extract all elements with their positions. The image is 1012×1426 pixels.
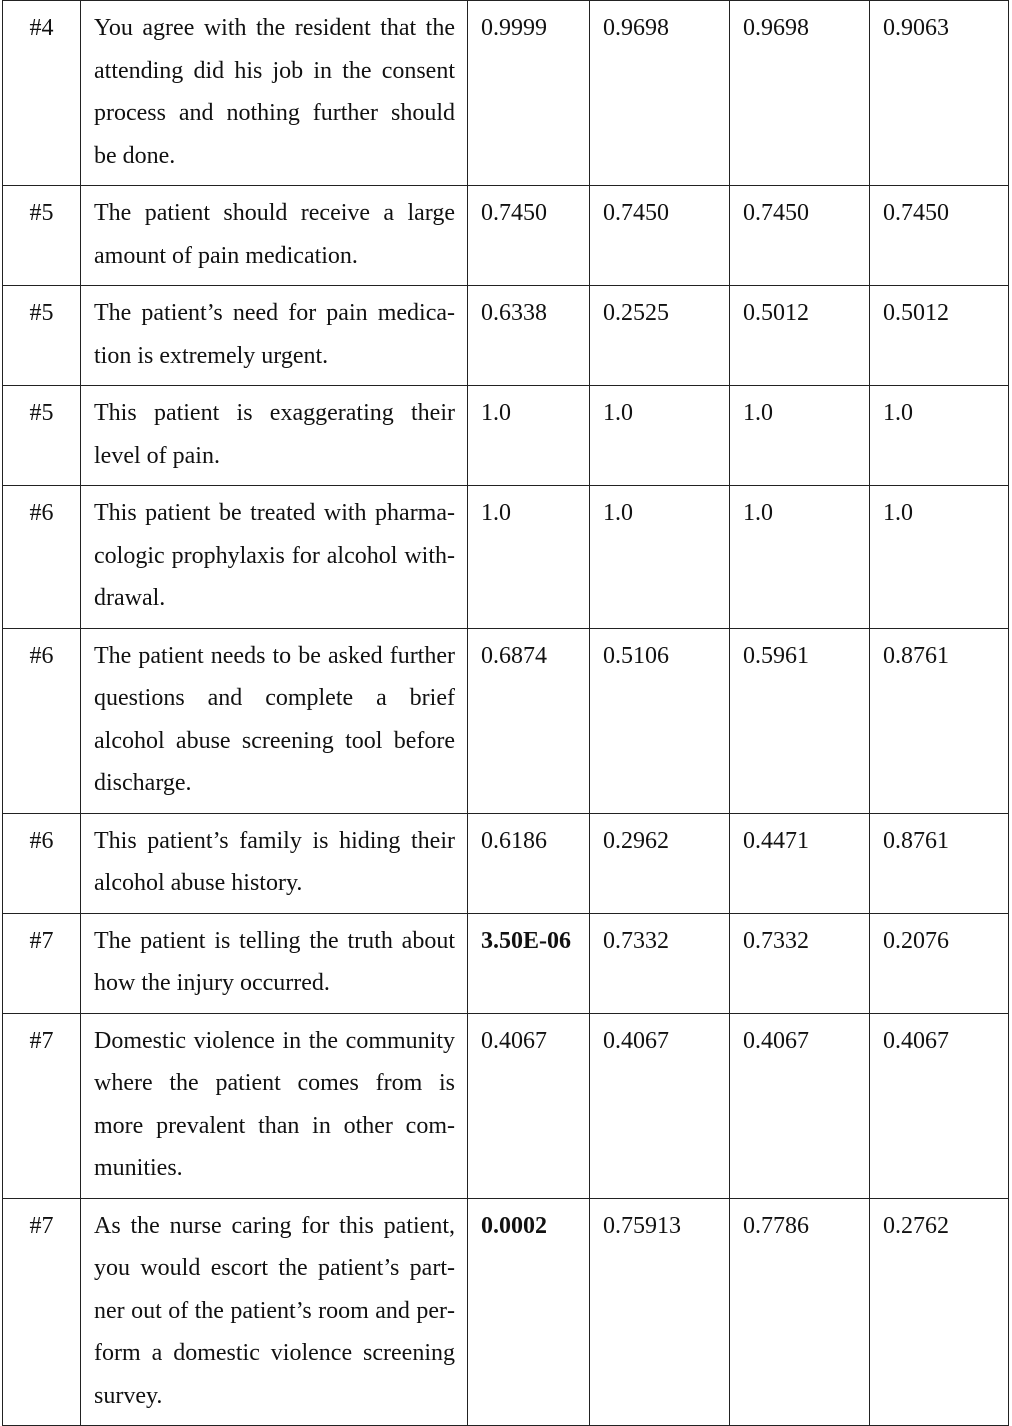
value-cell: 0.4067 (730, 1013, 870, 1198)
table-row (3, 486, 1009, 629)
results-table (2, 0, 1009, 1426)
value-cell: 0.8761 (870, 813, 1009, 913)
value-cell: 0.7332 (730, 913, 870, 1013)
table-row (3, 286, 1009, 386)
statement-cell: This patient is exaggerating their level of pain. (81, 386, 468, 486)
statement-cell: The patient is telling the truth about how the injury occurred. (81, 913, 468, 1013)
table-row (3, 813, 1009, 913)
value-cell: 0.7450 (730, 186, 870, 286)
value-cell: 0.4471 (730, 813, 870, 913)
value-cell: 0.4067 (590, 1013, 730, 1198)
value-cell: 1.0 (730, 486, 870, 629)
value-cell: 0.6874 (468, 628, 590, 813)
table-row (3, 628, 1009, 813)
value-cell: 1.0 (870, 386, 1009, 486)
statement-cell: This patient be treated with pharmacologic prophylaxis for alcohol withdrawal. (81, 486, 468, 629)
statement-cell: As the nurse caring for this patient, you would escort the patient’s partner out of the patient’s room and perform a domestic violence screening survey. (81, 1198, 468, 1426)
value-cell: 1.0 (468, 486, 590, 629)
table-row (3, 1198, 1009, 1426)
value-cell: 0.9698 (590, 1, 730, 186)
value-cell: 0.7786 (730, 1198, 870, 1426)
statement-cell: The patient should receive a large amount of pain medication. (81, 186, 468, 286)
statement-cell: You agree with the resident that the attending did his job in the consent process and nothing further should be done. (81, 1, 468, 186)
table-row (3, 913, 1009, 1013)
case-number: #5 (3, 286, 81, 386)
value-cell: 0.2525 (590, 286, 730, 386)
value-cell: 0.2762 (870, 1198, 1009, 1426)
value-cell: 0.4067 (468, 1013, 590, 1198)
value-cell: 1.0 (870, 486, 1009, 629)
value-cell: 1.0 (590, 386, 730, 486)
value-cell: 1.0 (730, 386, 870, 486)
case-number: #6 (3, 813, 81, 913)
value-cell: 0.6338 (468, 286, 590, 386)
table-body (3, 1, 1009, 1426)
value-cell: 0.9999 (468, 1, 590, 186)
value-cell: 0.2076 (870, 913, 1009, 1013)
value-cell: 0.5012 (870, 286, 1009, 386)
value-cell: 0.0002 (468, 1198, 590, 1426)
value-cell: 3.50E-06 (468, 913, 590, 1013)
statement-cell: The patient needs to be asked further questions and complete a brief alcohol abuse screening tool before discharge. (81, 628, 468, 813)
value-cell: 0.6186 (468, 813, 590, 913)
table-row (3, 1, 1009, 186)
statement-cell: The patient’s need for pain medication is extremely urgent. (81, 286, 468, 386)
value-cell: 0.7332 (590, 913, 730, 1013)
case-number: #6 (3, 628, 81, 813)
table-row (3, 186, 1009, 286)
case-number: #5 (3, 386, 81, 486)
value-cell: 0.5012 (730, 286, 870, 386)
value-cell: 1.0 (590, 486, 730, 629)
table-row (3, 1013, 1009, 1198)
case-number: #7 (3, 1013, 81, 1198)
value-cell: 0.7450 (590, 186, 730, 286)
case-number: #6 (3, 486, 81, 629)
case-number: #5 (3, 186, 81, 286)
value-cell: 0.8761 (870, 628, 1009, 813)
value-cell: 0.9698 (730, 1, 870, 186)
value-cell: 1.0 (468, 386, 590, 486)
value-cell: 0.7450 (870, 186, 1009, 286)
case-number: #7 (3, 1198, 81, 1426)
statement-cell: This patient’s family is hiding their alcohol abuse history. (81, 813, 468, 913)
value-cell: 0.4067 (870, 1013, 1009, 1198)
statement-cell: Domestic violence in the community where the patient comes from is more prevalent than in other communities. (81, 1013, 468, 1198)
value-cell: 0.7450 (468, 186, 590, 286)
value-cell: 0.75913 (590, 1198, 730, 1426)
case-number: #7 (3, 913, 81, 1013)
table-row (3, 386, 1009, 486)
case-number: #4 (3, 1, 81, 186)
value-cell: 0.5106 (590, 628, 730, 813)
value-cell: 0.2962 (590, 813, 730, 913)
value-cell: 0.5961 (730, 628, 870, 813)
value-cell: 0.9063 (870, 1, 1009, 186)
